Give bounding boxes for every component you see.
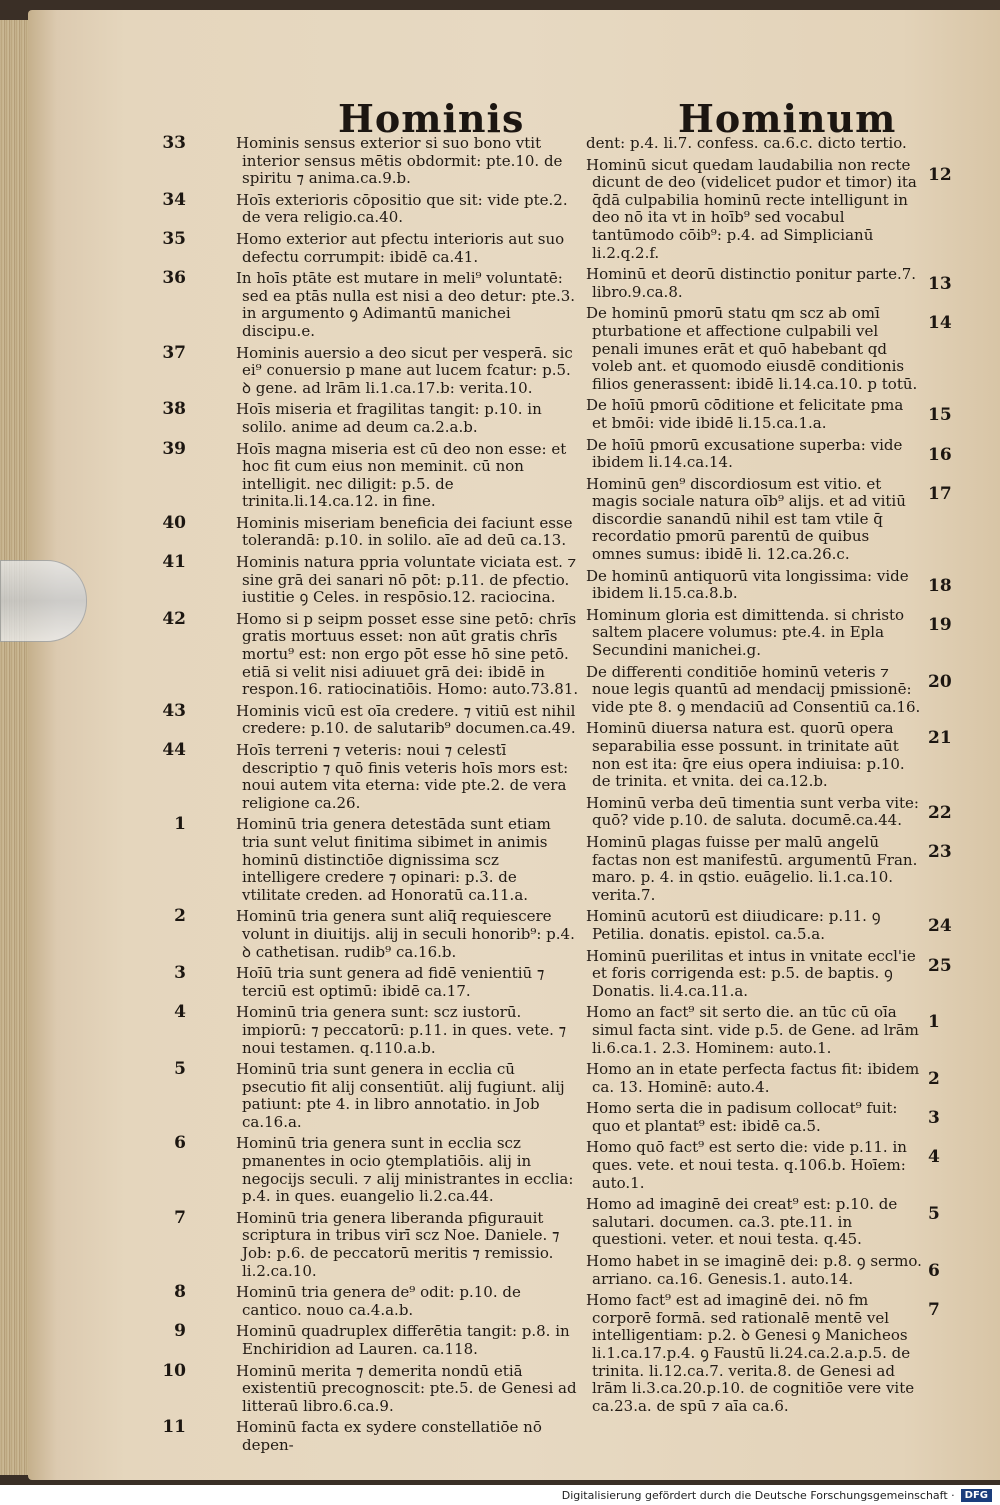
entry-number: 17 [928,483,952,504]
entry-number: 1 [928,1012,940,1033]
index-entry [162,608,580,699]
index-entry [588,720,968,790]
entry-number: 42 [162,608,186,629]
entry-text: dent: p.4. li.7. confess. ca.6.c. dicto tertio. [586,134,907,152]
entry-number: 7 [928,1300,940,1321]
entry-number: 3 [928,1108,940,1129]
index-entry [588,135,968,153]
dfg-logo: DFG [961,1489,992,1502]
index-entry [588,437,968,472]
index-entry [588,568,968,603]
entry-text: Homo exterior aut pfectu interioris aut suo defectu corrumpit: ibidē ca.41. [236,229,565,266]
entry-text: De hoīū pmorū excusatione superba: vide ibidem li.14.ca.14. [586,435,903,472]
index-entry [588,397,968,432]
entry-number: 14 [928,313,952,334]
index-entry [174,1282,580,1319]
entry-text: Hominis natura ppria voluntate viciata est. ⁊ sine grā dei sanari nō pōt: p.11. de pfectio. iustitie ꝯ Celes. in respōsio.12. raciocina. [236,553,577,607]
entry-text: Hominū et deorū distinctio ponitur parte.7. libro.9.ca.8. [586,265,917,301]
index-entry [174,906,580,961]
heading-right: Hominum [678,96,897,141]
entry-number: 2 [174,906,186,927]
entry-number: 5 [174,1059,186,1080]
entry-text: Hominis vicū est oīa credere. ⁊ vitiū est nihil credere: p.10. de salutarib⁹ documen.ca.49. [236,701,576,738]
entry-text: Homo ad imaginē dei creat⁹ est: p.10. de salutari. documen. ca.3. pte.11. in questioni. veter. et noui testa. q.45. [586,1195,898,1249]
index-entry [588,664,968,717]
entry-text: Hominū tria genera sunt: scz iustorū. impiorū: ⁊ peccatorū: p.11. in ques. vete. ⁊ noui testamen. q.110.a.b. [236,1003,567,1057]
entry-text: De differenti conditiōe hominū veteris ⁊ noue legis quantū ad mendacij pmissionē: vide pte 8. ꝯ mendaciū ad Consentiū ca.16. [586,662,921,716]
entry-number: 35 [162,228,186,249]
page-clip [0,560,87,642]
index-entry [588,1253,968,1288]
footer-bar [0,1485,1000,1505]
entry-text: Hoīs exterioris cōpositio que sit: vide pte.2. de vera religio.ca.40. [236,190,568,227]
entry-number: 7 [174,1207,186,1228]
index-entry [162,399,580,436]
entry-number: 1 [174,814,186,835]
entry-text: De hominū antiquorū vita longissima: vide ibidem li.15.ca.8.b. [586,566,909,603]
entry-number: 4 [928,1147,940,1168]
entry-number: 39 [162,438,186,459]
entry-text: Hominū tria genera sunt in ecclia scz pmanentes in ocio ꝯtemplatiōis. alij in negocijs seculi. ⁊ alij ministrantes in ecclia: p.4. in ques. euangelio li.2.ca.44. [236,1134,574,1206]
entry-number: 44 [162,740,186,760]
index-entry [174,814,580,904]
entry-number: 33 [162,133,186,153]
entry-number: 10 [162,1360,186,1381]
entry-text: Hominū puerilitas et intus in vnitate eccl'ie et foris corrigenda est: p.5. de baptis. ꝯ Donatis. li.4.ca.11.a. [586,946,916,1000]
entry-number: 22 [928,802,952,823]
index-entry [588,607,968,660]
entry-text: Hominū verba deū timentia sunt verba vite: quō? vide p.10. de saluta. documē.ca.44. [586,793,919,830]
index-entry [174,1002,580,1057]
entry-text: Hominis miseriam beneficia dei faciunt esse tolerandā: p.10. in solilo. aīe ad deū ca.13. [236,513,573,550]
entry-text: De hoīū pmorū cōditione et felicitate pma et bmōi: vide ibidē li.15.ca.1.a. [586,396,904,432]
index-entry [162,268,580,340]
index-entry [588,1292,968,1415]
entry-number: 18 [928,575,952,596]
entry-text: Hominū sicut quedam laudabilia non recte dicunt de deo (videlicet pudor et timor) ita q̄dā culpabilia hominū recte intelligunt in deo nō ita vt in hoīb⁹ sed vocabul tantūmodo cōib⁹: p.4. ad Simplicianū li.2.q.2.f. [586,155,917,262]
index-entry [162,228,580,266]
index-entry [162,740,580,812]
entry-number: 41 [162,552,186,573]
left-column [162,133,580,1459]
entry-text: In hoīs ptāte est mutare in meli⁹ voluntatē: sed ea ptās nulla est nisi a deo detur: pte.3. in argumento ꝯ Adimantū manichei discipu.e. [236,269,576,340]
entry-number: 15 [928,405,952,426]
entry-text: Hominū facta ex sydere constellatiōe nō depen- [236,1418,542,1454]
entry-number: 43 [162,700,186,721]
index-entry [588,834,968,904]
entry-number: 24 [928,916,952,937]
entry-number: 40 [162,512,186,533]
entry-text: Hominū tria genera liberanda pfigurauit scriptura in tribus virī scz Noe. Daniele. ⁊ Job: p.6. de peccatorū meritis ⁊ remissio. li.2.ca.10. [236,1208,560,1280]
entry-number: 20 [928,671,952,692]
entry-text: Hominis auersio a deo sicut per vesperā. sic ei⁹ conuersio p mane aut lucem fcatur: p.5. ꝺ gene. ad lrām li.1.ca.17.b: verita.10. [236,343,573,397]
index-entry [588,1196,968,1249]
entry-number: 12 [928,164,952,185]
index-entry [588,908,968,943]
entry-text: Hoīs miseria et fragilitas tangit: p.10. in solilo. anime ad deum ca.2.a.b. [236,400,542,436]
index-entry [162,438,580,511]
entry-number: 23 [928,841,952,862]
entry-number: 25 [928,955,952,976]
entry-number: 19 [928,614,952,635]
entry-text: Hominū tria genera detestāda sunt etiam tria sunt velut finitima sibimet in animis hominū distinctiōe dignissima scz intelligere credere ⁊ opinari: p.3. de vtilitate creden. ad Honoratū ca.11.a. [236,815,551,904]
index-entry [588,476,968,564]
entry-text: Hominū diuersa natura est. quorū opera separabilia esse possunt. in trinitate aūt non est ita: q̄re eius opera indiuisa: p.10. de trinita. et vnita. dei ca.12.b. [586,719,905,791]
entry-text: Hominū tria sunt genera in ecclia cū psecutio fit alij consentiūt. alij fugiunt. alij patiunt: pte 4. in libro annotatio. in Job ca.16.a. [236,1060,565,1131]
entry-text: Homo quō fact⁹ est serto die: vide p.11. in ques. vete. et noui testa. q.106.b. Hoīem: auto.1. [586,1138,907,1192]
heading-left: Hominis [338,96,525,141]
entry-number: 6 [928,1261,940,1282]
entry-number: 5 [928,1204,940,1225]
entry-text: De hominū pmorū statu qm scz ab omī pturbatione et affectione culpabili vel penali imunes erāt et quō habebant qd voleb ant. et quomodo eiusdē conditionis filios generassent: ibidē li.14.ca.10. p totū. [586,304,918,393]
entry-text: Hominū tria genera sunt aliq̄ requiescere volunt in diuitijs. alij in seculi honorib⁹: p.4. ꝺ cathetisan. rudib⁹ ca.16.b. [236,907,575,961]
entry-text: Homo si p seipm posset esse sine petō: chrīs gratis mortuus esset: non aūt gratis chrīs mortu⁹ est: non ergo pōt esse hō sine petō. etiā si velit nisi adiuuet grā dei: ibidē in respon.16. ratiocinatiōis. Homo: auto.73.81. [236,609,579,699]
entry-text: Homo habet in se imaginē dei: p.8. ꝯ sermo. arriano. ca.16. Genesis.1. auto.14. [586,1252,922,1288]
entry-number: 21 [928,728,952,749]
entry-text: Hominū quadruplex differētia tangit: p.8. in Enchiridion ad Lauren. ca.118. [236,1322,570,1358]
index-entry [588,157,968,263]
entry-number: 11 [162,1417,186,1438]
footer-credit: Digitalisierung gefördert durch die Deutsche Forschungsgemeinschaft · [561,1488,955,1502]
entry-number: 6 [174,1133,186,1154]
entry-text: Hominū tria genera de⁹ odit: p.10. de cantico. nouo ca.4.a.b. [236,1283,521,1319]
entry-text: Hominū acutorū est diiudicare: p.11. ꝯ Petilia. donatis. epistol. ca.5.a. [586,907,881,943]
index-entry [588,795,968,830]
entry-text: Hominum gloria est dimittenda. si christo saltem placere volumus: pte.4. in Epla Secundini manichei.g. [586,605,905,660]
entry-text: Hominū plagas fuisse per malū angelū factas non est manifestū. argumentū Fran. maro. p. 4. in qstio. euāgelio. li.1.ca.10. verita.7. [586,832,918,904]
index-entry [162,342,580,398]
entry-number: 2 [928,1069,940,1090]
entry-number: 8 [174,1282,186,1303]
entry-number: 16 [928,444,952,465]
index-entry [162,1417,580,1454]
entry-number: 36 [162,268,186,289]
entry-number: 38 [162,399,186,420]
entry-text: Hoīū tria sunt genera ad fidē venientiū ⁊ terciū est optimū: ibidē ca.17. [236,964,545,1000]
index-entry [174,1059,580,1131]
entry-text: Hominū gen⁹ discordiosum est vitio. et magis sociale natura oīb⁹ alijs. et ad vitiū discordie sanandū nihil est tam vtile q̄ recordatio pmorū parentū de quibus omnes sumus: ibidē li. 12.ca.26.c. [586,474,906,564]
entry-number: 4 [174,1002,186,1023]
index-entry [162,700,580,738]
index-entry [588,266,968,301]
entry-text: Hominis sensus exterior si suo bono vtit interior sensus mētis obdormit: pte.10. de spiritu ⁊ anima.ca.9.b. [236,134,563,188]
index-entry [174,1133,580,1206]
index-entry [162,512,580,550]
index-entry [162,189,580,227]
index-entry [162,552,580,607]
index-entry [174,963,580,1000]
index-entry [174,1207,580,1280]
entry-number: 3 [174,963,186,984]
index-entry [588,1004,968,1057]
index-entry [588,948,968,1001]
index-entry [162,133,580,188]
entry-number: 9 [174,1321,186,1342]
entry-number: 37 [162,342,186,363]
entry-text: Homo an fact⁹ sit serto die. an tūc cū oīa simul facta sint. vide p.5. de Gene. ad lrām li.6.ca.1. 2.3. Hominem: auto.1. [586,1003,919,1057]
index-entry [174,1321,580,1358]
entry-text: Hoīs magna miseria est cū deo non esse: et hoc fit cum eius non meminit. cū non intelligit. nec diligit: p.5. de trinita.li.14.ca.12. in fine. [236,439,567,511]
entry-text: Homo serta die in padisum collocat⁹ fuit: quo et plantat⁹ est: ibidē ca.5. [586,1099,898,1135]
entry-number: 34 [162,189,186,210]
entry-text: Hominū merita ⁊ demerita nondū etiā existentiū precognoscit: pte.5. de Genesi ad litteraū libro.6.ca.9. [236,1361,577,1415]
entry-text: Homo fact⁹ est ad imaginē dei. nō fm corporē formā. sed rationalē mentē vel intelligentiam: p.2. ꝺ Genesi ꝯ Manicheos li.1.ca.17.p.4. ꝯ Faustū li.24.ca.2.a.p.5. de trinita. li.12.ca.7. verita.8. de Genesi ad lrām li.3.ca.20.p.10. de cognitiōe vere vite ca.23.a. de spū ⁊ aīa ca.6. [586,1291,915,1415]
index-entry [588,305,968,393]
index-entry [588,1139,968,1192]
index-entry [162,1360,580,1416]
entry-text: Hoīs terreni ⁊ veteris: noui ⁊ celestī descriptio ⁊ quō finis veteris hoīs mors est: noui autem vita eterna: vide pte.2. de vera religione ca.26. [236,741,569,812]
right-column [588,135,968,1419]
entry-number: 13 [928,274,952,295]
index-entry [588,1100,968,1135]
entry-text: Homo an in etate perfecta factus fit: ibidem ca. 13. Hominē: auto.4. [586,1060,920,1096]
index-entry [588,1061,968,1096]
